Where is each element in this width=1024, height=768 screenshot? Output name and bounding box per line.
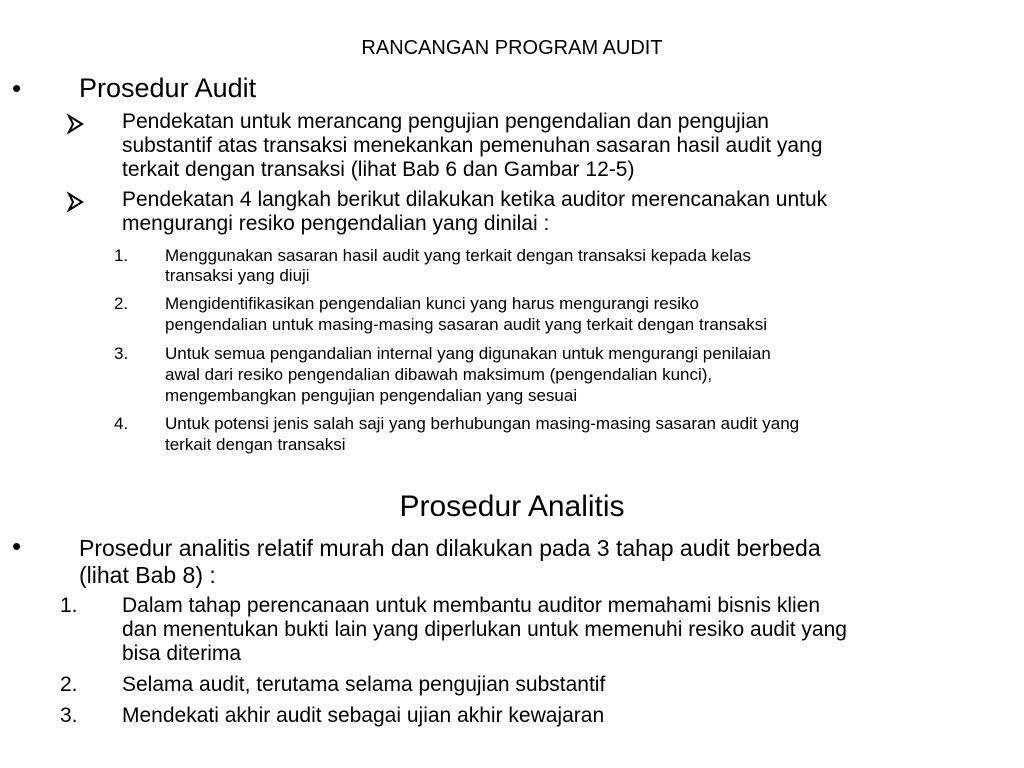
page-title: RANCANGAN PROGRAM AUDIT — [361, 37, 663, 59]
step-2-line-2: pengendalian untuk masing-masing sasaran audit yang terkait dengan transaksi — [165, 315, 767, 334]
analitis-step-1-line-2: dan menentukan bukti lain yang diperlukan untuk memenuhi resiko audit yang — [122, 618, 847, 641]
step-number: 4. — [114, 414, 129, 433]
step-4-line-1: Untuk potensi jenis salah saji yang berhubungan masing-masing sasaran audit yang — [165, 414, 800, 433]
analitis-bullet-line-1: Prosedur analitis relatif murah dan dilakukan pada 3 tahap audit berbeda — [79, 535, 821, 561]
step-1-line-2: transaksi yang diuji — [165, 266, 310, 285]
arrow-item-1-line-1: Pendekatan untuk merancang pengujian pengendalian dan pengujian — [122, 110, 769, 133]
step-1-line-1: Menggunakan sasaran hasil audit yang terkait dengan transaksi kepada kelas — [165, 246, 751, 265]
step-4-line-2: terkait dengan transaksi — [165, 435, 346, 454]
step-number: 3. — [114, 344, 129, 363]
analitis-step-3-line-1: Mendekati akhir audit sebagai ujian akhir kewajaran — [122, 704, 605, 727]
arrow-item-1-line-3: terkait dengan transaksi (lihat Bab 6 dan Gambar 12-5) — [122, 158, 635, 181]
section-heading-prosedur-analitis: Prosedur Analitis — [399, 490, 625, 523]
bullet-dot-icon: • — [12, 531, 22, 561]
arrow-item-2-line-1: Pendekatan 4 langkah berikut dilakukan ketika auditor merencanakan untuk — [122, 188, 828, 211]
analitis-step-1-line-3: bisa diterima — [122, 642, 242, 665]
arrow-bullet-icon — [66, 112, 88, 136]
step-3-line-3: mengembangkan pengujian pengendalian yang sesuai — [165, 386, 578, 405]
step-number: 1. — [60, 594, 78, 617]
step-number: 2. — [60, 673, 78, 696]
analitis-step-2-line-1: Selama audit, terutama selama pengujian substantif — [122, 673, 606, 696]
analitis-step-1-line-1: Dalam tahap perencanaan untuk membantu auditor memahami bisnis klien — [122, 594, 821, 617]
section-heading-prosedur-audit: Prosedur Audit — [79, 73, 257, 103]
analitis-bullet-line-2: (lihat Bab 8) : — [79, 562, 216, 588]
step-number: 2. — [114, 294, 129, 313]
arrow-item-2-line-2: mengurangi resiko pengendalian yang dinilai : — [122, 212, 550, 235]
arrow-item-1-line-2: substantif atas transaksi menekankan pemenuhan sasaran hasil audit yang — [122, 134, 823, 157]
arrow-bullet-icon — [66, 190, 88, 214]
step-3-line-1: Untuk semua pengandalian internal yang digunakan untuk mengurangi penilaian — [165, 344, 771, 363]
step-number: 1. — [114, 246, 129, 265]
step-2-line-1: Mengidentifikasikan pengendalian kunci yang harus mengurangi resiko — [165, 294, 699, 313]
bullet-dot-icon: • — [12, 73, 22, 103]
step-3-line-2: awal dari resiko pengendalian dibawah maksimum (pengendalian kunci), — [165, 365, 713, 384]
step-number: 3. — [60, 704, 78, 727]
